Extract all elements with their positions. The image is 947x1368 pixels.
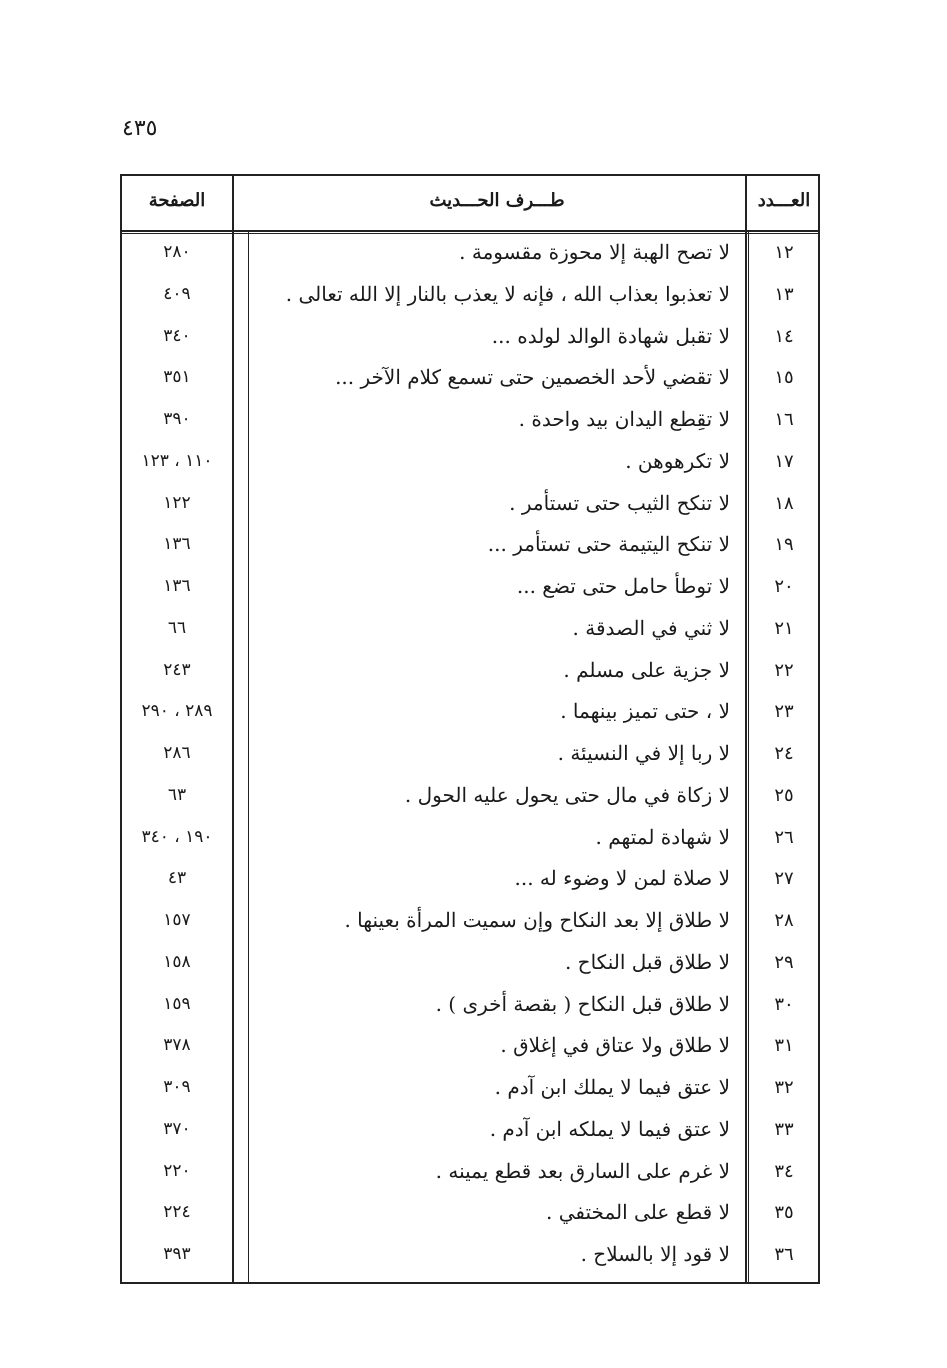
table-row xyxy=(122,612,818,654)
page-number: ٤٣٥ xyxy=(122,116,158,141)
row-number: ٢٠ xyxy=(774,576,794,597)
row-page-reference: ٦٣ xyxy=(167,784,187,805)
row-page-reference: ٦٦ xyxy=(167,617,187,638)
table-row xyxy=(122,1238,818,1280)
table-row xyxy=(122,570,818,612)
row-page-reference: ٢٢٤ xyxy=(163,1202,191,1223)
table-row xyxy=(122,403,818,445)
row-page-reference: ٣٧٨ xyxy=(163,1035,191,1056)
table-row xyxy=(122,946,818,988)
row-page-reference: ٣٠٩ xyxy=(163,1077,191,1097)
row-number: ٢٦ xyxy=(774,826,794,848)
row-hadith-text: لا توطأ حامل حتى تضع ... xyxy=(516,574,730,598)
row-hadith-text: لا زكاة في مال حتى يحول عليه الحول . xyxy=(404,782,730,807)
table-row xyxy=(122,654,818,696)
row-hadith-text: لا عتق فيما لا يملكه ابن آدم . xyxy=(489,1116,730,1141)
row-page-reference: ١٥٨ xyxy=(163,951,191,972)
table-row xyxy=(122,278,818,320)
row-page-reference: ٣٥١ xyxy=(163,367,191,388)
row-number: ٢٢ xyxy=(774,659,794,681)
header-divider xyxy=(122,233,818,234)
header-number: العـــدد xyxy=(757,190,811,211)
table-row xyxy=(122,904,818,946)
row-page-reference: ١٩٠ ، ٣٤٠ xyxy=(141,826,213,847)
row-number: ٣٤ xyxy=(774,1160,794,1182)
row-number: ٣٥ xyxy=(774,1202,794,1224)
row-number: ١٧ xyxy=(774,450,794,472)
row-hadith-text: لا شهادة لمتهم . xyxy=(595,824,730,849)
row-page-reference: ٢٨٠ xyxy=(163,242,191,262)
row-number: ٢٣ xyxy=(774,701,794,723)
row-page-reference: ١٥٩ xyxy=(163,993,191,1014)
row-number: ١٤ xyxy=(774,325,794,347)
row-page-reference: ٢٨٦ xyxy=(163,743,191,763)
row-page-reference: ٢٢٠ xyxy=(163,1160,191,1181)
row-hadith-text: لا قطع على المختفي . xyxy=(546,1200,730,1225)
row-number: ٢٤ xyxy=(774,743,794,764)
table-row xyxy=(122,988,818,1030)
row-number: ١٨ xyxy=(774,492,794,514)
row-hadith-text: لا ربا إلا في النسيئة . xyxy=(557,741,730,765)
row-number: ١٩ xyxy=(774,534,794,556)
row-hadith-text: لا صلاة لمن لا وضوء له ... xyxy=(514,866,730,891)
table-row xyxy=(122,695,818,737)
row-page-reference: ٢٤٣ xyxy=(163,659,191,680)
row-page-reference: ٣٩٣ xyxy=(163,1244,191,1264)
table-row xyxy=(122,779,818,821)
table-row xyxy=(122,821,818,863)
row-number: ٢٩ xyxy=(774,951,794,973)
row-number: ٣٠ xyxy=(774,993,794,1015)
row-hadith-text: لا تقِطع اليدان بيد واحدة . xyxy=(518,407,730,431)
row-number: ١٥ xyxy=(774,367,794,389)
row-page-reference: ١١٠ ، ١٢٣ xyxy=(141,450,213,471)
row-hadith-text: لا تصح الهبة إلا محوزة مقسومة . xyxy=(459,240,730,264)
row-hadith-text: لا تكرهوهن . xyxy=(625,448,730,473)
table-row xyxy=(122,361,818,403)
row-number: ٢٧ xyxy=(774,868,794,890)
table-row xyxy=(122,320,818,362)
row-hadith-text: لا طلاق قبل النكاح ( بقصة أخرى ) . xyxy=(435,991,730,1016)
row-hadith-text: لا ثني في الصدقة . xyxy=(572,615,730,640)
row-hadith-text: لا جزية على مسلم . xyxy=(563,657,730,682)
table-row xyxy=(122,445,818,487)
row-number: ٣٣ xyxy=(774,1118,794,1140)
row-number: ١٣ xyxy=(774,283,794,305)
row-number: ١٦ xyxy=(774,409,794,430)
row-number: ٣٢ xyxy=(774,1077,794,1098)
table-row xyxy=(122,1071,818,1113)
row-page-reference: ١٢٢ xyxy=(163,492,191,513)
table-row xyxy=(122,236,818,278)
table-row xyxy=(122,862,818,904)
row-page-reference: ٢٨٩ ، ٢٩٠ xyxy=(141,701,213,722)
row-number: ١٢ xyxy=(774,242,794,263)
row-number: ٢٨ xyxy=(774,910,794,931)
header-divider xyxy=(122,230,818,232)
table-row xyxy=(122,528,818,570)
header-hadith: طـــرف الحـــديث xyxy=(429,190,565,211)
table-row xyxy=(122,1155,818,1197)
hadith-index-table xyxy=(120,174,820,1284)
row-hadith-text: لا طلاق قبل النكاح . xyxy=(564,949,730,974)
table-row xyxy=(122,1029,818,1071)
row-hadith-text: لا تنكح الثيب حتى تستأمر . xyxy=(509,490,730,515)
row-number: ٢٥ xyxy=(774,784,794,806)
row-page-reference: ١٥٧ xyxy=(163,910,191,930)
row-page-reference: ١٣٦ xyxy=(163,534,191,555)
header-page: الصفحة xyxy=(148,190,206,211)
row-number: ٢١ xyxy=(774,617,794,639)
table-row xyxy=(122,737,818,779)
row-page-reference: ٤٣ xyxy=(167,868,187,889)
row-hadith-text: لا عتق فيما لا يملك ابن آدم . xyxy=(494,1075,730,1099)
row-page-reference: ٣٩٠ xyxy=(163,409,191,429)
row-hadith-text: لا تقبل شهادة الوالد لولده ... xyxy=(491,323,730,348)
row-page-reference: ٣٤٠ xyxy=(163,325,191,346)
row-hadith-text: لا تنكح اليتيمة حتى تستأمر ... xyxy=(487,532,730,557)
row-number: ٣٦ xyxy=(774,1244,794,1265)
table-row xyxy=(122,1196,818,1238)
table-row xyxy=(122,1113,818,1155)
row-hadith-text: لا تقضي لأحد الخصمين حتى تسمع كلام الآخر ... xyxy=(335,365,730,390)
row-hadith-text: لا قود إلا بالسلاح . xyxy=(580,1242,730,1266)
row-number: ٣١ xyxy=(774,1035,794,1057)
row-hadith-text: لا تعذبوا بعذاب الله ، فإنه لا يعذب بالنار إلا الله تعالى . xyxy=(285,281,730,306)
row-page-reference: ١٣٦ xyxy=(163,576,191,596)
row-hadith-text: لا طلاق ولا عتاق في إغلاق . xyxy=(500,1033,730,1058)
row-hadith-text: لا غرم على السارق بعد قطع يمينه . xyxy=(435,1158,730,1183)
row-hadith-text: لا ، حتى تميز بينهما . xyxy=(560,699,730,724)
table-row xyxy=(122,487,818,529)
table-body xyxy=(122,236,818,1280)
row-hadith-text: لا طلاق إلا بعد النكاح وإن سميت المرأة بعينها . xyxy=(344,908,730,932)
row-page-reference: ٣٧٠ xyxy=(163,1118,191,1139)
row-page-reference: ٤٠٩ xyxy=(163,283,191,304)
